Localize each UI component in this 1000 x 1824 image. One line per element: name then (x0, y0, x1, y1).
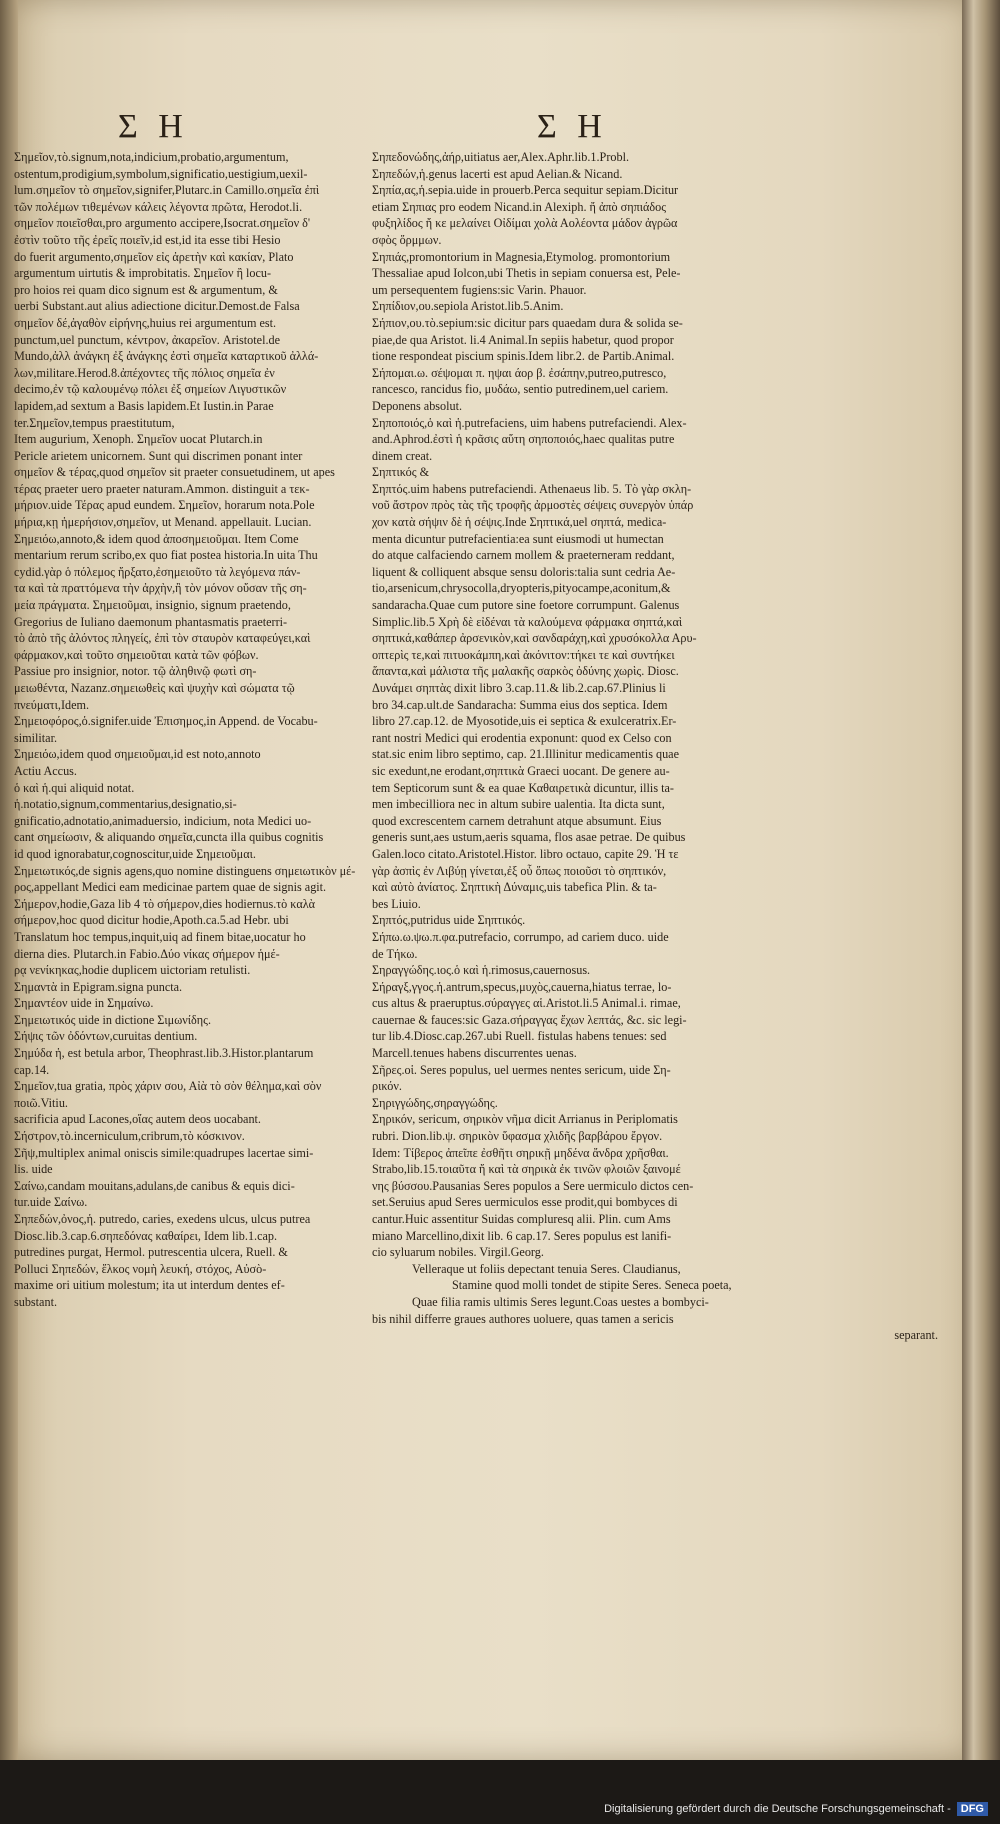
text-line: σηπτικά,καθάπερ ἀρσενικὸν,καὶ σανδαράχη,καὶ χρυσόκολλα Αρυ- (372, 631, 697, 646)
text-line: cant σημείωσιν, & aliquando σημεῖα,cuncta illa quibus cognitis (14, 830, 324, 845)
text-line: μήρια,κῃ ἡμερήσιον,σημεῖον, ut Menand. appellauit. Lucian. (14, 515, 312, 530)
text-line: Passiue pro insignior, notor. τῷ ἀληθινῷ φωτὶ ση- (14, 664, 257, 679)
text-line: Σηριγγώδης,σηραγγώδης. (372, 1095, 498, 1110)
text-line: τὸ ἀπὸ τῆς ἀλόντος πληγείς, ἐπὶ τὸν σταυρὸν καταφεύγει,καὶ (14, 631, 311, 646)
text-line: μειωθέντα, Nazanz.σημειωθεὶς καὶ ψυχὴν καὶ σώματα τῷ (14, 681, 295, 695)
text-line: cauernae & fauces:sic Gaza.σήραγγας ἔχων λεπτάς, &c. sic legi- (372, 1012, 687, 1027)
text-line: cap.14. (14, 1062, 50, 1077)
text-line: γὰρ ἀσπὶς ἐν Λιβύῃ γίνεται,ἐξ οὗ ὅπως ποιοῦσι τὸ σηπτικόν, (372, 863, 667, 878)
text-line: Σηρικόν, sericum, σηρικὸν νῆμα dicit Arrianus in Periplomatis (372, 1112, 678, 1127)
text-line: do fuerit argumento,σημεῖον εἰς ἀρετὴν καὶ κακίαν, Plato (14, 249, 294, 264)
verse-line: Velleraque ut foliis depectant tenuia Seres. Claudianus, (412, 1261, 681, 1276)
text-line: Actiu Accus. (14, 763, 77, 778)
text-line: Σηποποιός,ὁ καὶ ἡ.putrefaciens, uim habens putrefaciendi. Alex- (372, 415, 687, 430)
text-line: putredines purgat, Hermol. putrescentia ulcera, Ruell. & (14, 1245, 288, 1260)
digitization-credit (604, 1802, 988, 1816)
text-line: Σαίνω,candam mouitans,adulans,de canibus & equis dici- (14, 1178, 295, 1193)
text-line: substant. (14, 1294, 57, 1309)
text-line: ἡ.notatio,signum,commentarius,designatio,si- (14, 797, 237, 812)
text-line: Δυνάμει σηπτὰς dixit libro 3.cap.11.& lib.2.cap.67.Plinius li (372, 681, 666, 695)
text-line: de Τήκω. (372, 946, 418, 961)
text-line: Σημαντέον uide in Σημαίνω. (14, 996, 154, 1011)
text-line: Σημειόω,idem quod σημειοῦμαι,id est noto,annoto (14, 747, 261, 762)
text-line: λων,militare.Herod.8.ἀπέχοντες τῆς πόλιος σημεῖα ἐν (14, 365, 275, 380)
text-line: οπτερὶς τε,καὶ πιτυοκάμπη,καὶ ἀκόνιτον:τήκει τε καὶ συντήκει (372, 647, 675, 662)
running-head-left: Σ Η (118, 108, 189, 145)
text-line: tione respondeat piscium spinis.Idem libr.2. de Partib.Animal. (372, 349, 675, 364)
text-line: generis sunt,aes ustum,aeris squama, flos asae petrae. De quibus (372, 830, 686, 845)
text-line: τέρας praeter uero praeter naturam.Ammon. distinguit a τεκ- (14, 481, 310, 496)
text-line: dierna dies. Plutarch.in Fabio.Δύο νίκας σήμερον ἡμέ- (14, 946, 280, 961)
text-line: Σηπτικός & (372, 465, 430, 480)
left-column (14, 150, 359, 1312)
text-line: miano Marcellino,dixit lib. 6 cap.17. Seres populus est lanifi- (372, 1228, 672, 1243)
text-line: Σηπεδών,ἡ.genus lacerti est apud Aelian.& Nicand. (372, 166, 623, 181)
text-line: maxime ori uitium molestum; ita ut interdum dentes ef- (14, 1278, 285, 1293)
text-line: lis. uide (14, 1162, 53, 1177)
text-line: Σηπία,ας,ἡ.sepia.uide in prouerb.Perca sequitur sepiam.Dicitur (372, 183, 679, 198)
text-line: mentarium rerum scribo,ex quo fiat postea historia.In uita Thu (14, 548, 318, 563)
text-line: Σῆρες.οἱ. Seres populus, uel uermes nentes sericum, uide Ση- (372, 1062, 671, 1077)
text-line: Σήστρον,τὸ.incerniculum,cribrum,τὸ κόσκινον. (14, 1129, 245, 1144)
text-line: men imbecilliora nec in altum subire ualentia. Ita dicta sunt, (372, 797, 665, 812)
text-line: Σημεῖον,τὸ.signum,nota,indicium,probatio,argumentum, (14, 150, 289, 164)
text-line: rant nostri Medici qui erodentia exponunt: quod ex Celso con (372, 730, 672, 745)
text-line: νοῦ ἄστρον πρὸς τὰς τῆς τροφῆς ἀρμοστὲς σέψεις συνεργὸν ὑπάρ (372, 498, 694, 513)
text-line: decimo,ἐν τῷ καλουμένῳ πόλει ἐξ σημείων Λιγυστικῶν (14, 382, 287, 397)
verse-line: Quae filia ramis ultimis Seres legunt.Coas uestes a bombyci- (412, 1294, 709, 1309)
text-line: Σημεῖον,tua gratia, πρὸς χάριν σου, Αἰὰ τὸ σὸν θέλημα,καὶ σὸν (14, 1079, 322, 1094)
text-line: tur.uide Σαίνω. (14, 1195, 88, 1210)
text-line: Idem: Τίβερος ἀπεῖπε ἐσθῆτι σηρικῇ μηδένα ἄνδρα χρῆσθαι. (372, 1145, 669, 1160)
text-line: punctum,uel punctum, κέντρον, ἀκαρεῖον. Aristotel.de (14, 332, 281, 347)
text-line: Translatum hoc tempus,inquit,uiq ad finem bitae,uocatur ho (14, 929, 306, 944)
text-line: φάρμακον,καὶ τοῦτο σημειοῦται κατὰ τῶν φόβων. (14, 647, 259, 662)
text-line: etiam Σηπιας pro eodem Nicand.in Alexiph. ἤ ἀπὸ σηπιάδος (372, 199, 667, 214)
text-line: τα καὶ τὰ πραττόμενα τὴν ἀρχὴν,ἢ τὸν μόνον οὔσαν τῆς ση- (14, 581, 307, 596)
book-edge (962, 0, 1000, 1760)
text-line: πνεύματι,Idem. (14, 697, 90, 712)
text-line: Σήπομαι.ω. σέψομαι π. ηψαι άορ β. ἐσάπην,putreo,putresco, (372, 365, 667, 380)
text-line: Strabo,lib.15.τοιαῦτα ἤ καὶ τὰ σηρικὰ ἐκ τινῶν φλοιῶν ξαινομέ (372, 1162, 681, 1177)
text-line: tio,arsenicum,chrysocolla,dryopteris,pityocampe,aconitum,& (372, 581, 671, 596)
text-line: Σήμερον,hodie,Gaza lib 4 τὸ σήμερον,dies hodiernus.τὸ καλὰ (14, 896, 316, 911)
text-line: dinem creat. (372, 448, 433, 463)
text-line: cantur.Huic assentitur Suidas compluresq alii. Plin. cum Ams (372, 1212, 671, 1226)
text-line: Σήπιον,ου.τὸ.sepium:sic dicitur pars quaedam dura & solida se- (372, 315, 683, 330)
text-line: stat.sic enim libro septimo, cap. 21.Illinitur medicamentis quae (372, 747, 679, 762)
text-line: tur lib.4.Diosc.cap.267.ubi Ruell. fistulas habens tenues: sed (372, 1029, 667, 1044)
text-line: Σῆψ,multiplex animal oniscis simile:quadrupes lacertae simi- (14, 1145, 314, 1160)
text-line: τῶν πολέμων τιθεμένων κάλεις λέγοντα πρῶτα, Herodot.li. (14, 199, 303, 214)
text-line: μήριον.uide Τέρας apud eundem. Σημεῖον, horarum nota.Pole (14, 498, 315, 513)
text-line: tem Septicorum sunt & ea quae Καθαιρετικὰ dicuntur, illis ta- (372, 780, 674, 795)
text-line: Σημύδα ἡ, est betula arbor, Theophrast.lib.3.Histor.plantarum (14, 1046, 314, 1061)
text-line: ἐστὶν τοῦτο τῆς ἐρεῖς ποιεῖν,id est,id ita esse tibi Hesio (14, 232, 281, 247)
text-line: Σήπω.ω.ψω.π.φα.putrefacio, corrumpo, ad cariem duco. uide (372, 929, 669, 944)
text-line: ρᾳ νενίκηκας,hodie duplicem uictoriam retulisti. (14, 963, 251, 978)
text-line: σήμερον,hoc quod dicitur hodie,Apoth.ca.5.ad Hebr. ubi (14, 913, 289, 928)
text-line: argumentum uirtutis & improbitatis. Σημεῖον ἢ locu- (14, 266, 272, 281)
bottom-bar (0, 1760, 1000, 1824)
credit-text: Digitalisierung gefördert durch die Deutsche Forschungsgemeinschaft - (604, 1803, 951, 1815)
text-line: Σηπεδονώδης,ἀήρ,uitiatus aer,Alex.Aphr.lib.1.Probl. (372, 150, 630, 164)
text-line: Item augurium, Xenoph. Σημεῖον uocat Plutarch.in (14, 432, 263, 447)
text-line: menta dicuntur putrefacientia:ea sunt eiusmodi ut humectan (372, 531, 664, 546)
text-line: lapidem,ad sextum a Basis lapidem.Et Iustin.in Parae (14, 398, 274, 413)
verse-line: bis nihil differre graues authores uoluere, quas tamen a sericis (372, 1311, 674, 1326)
right-column (372, 150, 938, 1345)
text-line: Σημειωτικός uide in dictione Σιμωνίδης. (14, 1012, 212, 1027)
text-line: ρικόν. (372, 1079, 402, 1094)
text-line: Σημαντὰ in Epigram.signa puncta. (14, 979, 183, 994)
text-line: cydid.γὰρ ὁ πόλεμος ἤρξατο,ἐσημειοῦτο τὰ λεγόμενα πάν- (14, 564, 301, 579)
text-line: μεία πράγματα. Σημειοῦμαι, insignio, signum praetendo, (14, 598, 291, 613)
text-line: liquent & colliquent absque sensu doloris:talia sunt cedria Ae- (372, 564, 676, 579)
text-line: Σημειοφόρος,ὁ.signifer.uide Ἐπισημος,in Append. de Vocabu- (14, 714, 318, 729)
text-line: lum.σημεῖον τὸ σημεῖον,signifer,Plutarc.in Camillo.σημεῖα ἐπὶ (14, 183, 320, 198)
text-line: uerbi Substant.aut alius adiectione dicitur.Demost.de Falsa (14, 299, 300, 314)
text-line: rubri. Dion.lib.ψ. σηρικὸν ὕφασμα χλιδῆς βαρβάρου ἔργον. (372, 1129, 663, 1144)
text-line: set.Seruius apud Seres uermiculos esse prodit,qui bombyces di (372, 1195, 678, 1210)
text-line: um persequentem fugiens:sic Varin. Phauor. (372, 282, 587, 297)
text-line: Diosc.lib.3.cap.6.σηπεδόνας καθαίρει, Idem lib.1.cap. (14, 1228, 278, 1243)
text-line: Polluci Σηπεδών, ἕλκος νομὴ λευκή, στόχος, Αὐσὸ- (14, 1261, 267, 1276)
text-line: Σηπτός,putridus uide Σηπτικός. (372, 913, 526, 928)
text-line: σημεῖον & τέρας,quod σημεῖον sit praeter consuetudinem, ut apes (14, 465, 335, 480)
text-line: νης βύσσου.Pausanias Seres populos a Sere uermiculo dictos cen- (372, 1178, 694, 1193)
text-line: similitar. (14, 730, 57, 745)
text-line: cio syluarum nobiles. Virgil.Georg. (372, 1245, 544, 1260)
text-line: Σήραγξ,γγος.ἡ.antrum,specus,μυχὸς,cauerna,hiatus terrae, lo- (372, 979, 672, 994)
text-line: φυξηλίδος ἤ κε μελαίνει Οἰδίμαι χολὰ Αολέοντα μάδον ἀγρῶα (372, 216, 678, 231)
text-line: sic exedunt,ne erodant,σηπτικὰ Graeci uocant. De genere au- (372, 763, 670, 778)
text-line: bes Liuio. (372, 896, 421, 911)
text-line: Σηπτός.uim habens putrefaciendi. Athenaeus lib. 5. Τὸ γὰρ σκλη- (372, 481, 692, 496)
text-line: ὁ καὶ ἡ.qui aliquid notat. (14, 780, 135, 795)
text-line: Marcell.tenues habens discurrentes uenas. (372, 1046, 577, 1061)
text-line: Σηπίδιον,ου.sepiola Aristot.lib.5.Anim. (372, 299, 564, 314)
dfg-logo: DFG (957, 1802, 988, 1816)
text-line: sacrificia apud Lacones,οἵας autem deos uocabant. (14, 1112, 261, 1127)
text-line: Σηπεδών,ὀνος,ἡ. putredo, caries, exedens ulcus, ulcus putrea (14, 1212, 311, 1226)
text-line: Σηραγγώδης.ιος.ὁ καὶ ἡ.rimosus,cauernosus. (372, 963, 591, 978)
text-line: Gregorius de Iuliano daemonum phantasmatis praeterri- (14, 614, 288, 629)
text-line: quod excrescentem carnem detrahunt atque absumunt. Eius (372, 813, 662, 828)
text-line: Σηπιάς,promontorium in Magnesia,Etymolog. promontorium (372, 249, 671, 264)
text-line: id quod ignorabatur,cognoscitur,uide Σημειοῦμαι. (14, 846, 256, 861)
text-line: Galen.loco citato.Aristotel.Histor. libro octauo, capite 29. Ἡ τε (372, 846, 679, 861)
text-line: ter.Σημεῖον,tempus praestitutum, (14, 415, 175, 430)
text-line: Pericle arietem unicornem. Sunt qui discrimen ponant inter (14, 448, 303, 463)
text-line: bro 34.cap.ult.de Sandaracha: Summa eius dos septica. Idem (372, 697, 668, 712)
text-line: libro 27.cap.12. de Myosotide,uis ei septica & exulceratrix.Er- (372, 714, 677, 729)
text-line: σημεῖον ποιεῖσθαι,pro argumento accipere,Isocrat.σημεῖον δ' (14, 216, 311, 231)
text-line: gnificatio,adnotatio,animaduersio, indicium, nota Medici uo- (14, 813, 312, 828)
text-line: ostentum,prodigium,symbolum,significatio,uestigium,uexil- (14, 166, 308, 181)
text-line: σφὸς ὅρμμων. (372, 232, 442, 247)
text-line: Deponens absolut. (372, 398, 463, 413)
running-head-right: Σ Η (537, 108, 608, 145)
text-line: pro hoios rei quam dico signum est & argumentum, & (14, 282, 278, 297)
text-line: Mundo,ἀλλ ἀνάγκη ἐξ ἀνάγκης ἐστὶ σημεῖα καταρτικοῦ ἀλλά- (14, 349, 319, 364)
verse-line: Stamine quod molli tondet de stipite Seres. Seneca poeta, (452, 1278, 732, 1293)
text-line: piae,de qua Aristot. li.4 Animal.In sepiis habetur, quod propor (372, 332, 674, 347)
text-line: do atque calfaciendo carnem mollem & praeterneram reddant, (372, 548, 675, 563)
text-line: Σημειόω,annoto,& idem quod ἀποσημειοῦμαι. Item Come (14, 531, 299, 546)
text-line: ρος,appellant Medici eam medicinae partem quae de signis agit. (14, 880, 327, 895)
text-line: and.Aphrod.ἐστὶ ἡ κρᾶσις αὕτη σηποποιός,haec qualitas putre (372, 432, 675, 447)
text-line: ποιῶ.Vitiu. (14, 1095, 68, 1110)
text-line: Σήψις τῶν ὀδόντων,curuitas dentium. (14, 1029, 198, 1044)
text-line: ἅπαντα,καὶ μάλιστα τῆς μαλακῆς σαρκὸς ὀδύνης χωρὶς. Diosc. (372, 664, 679, 679)
text-line: Thessaliae apud Iolcon,ubi Thetis in sepiam conuersa est, Pele- (372, 266, 681, 281)
text-line: καὶ αὐτὸ ἀνίατος. Σηπτικὴ Δύναμις,uis tabefica Plin. & ta- (372, 880, 657, 895)
text-line: cus altus & praeruptus.σύραγγες αἱ.Aristot.li.5 Animal.i. rimae, (372, 996, 681, 1011)
text-line: σημεῖον δέ,ἀγαθὸν εἰρήνης,huius rei argumentum est. (14, 315, 277, 330)
text-line: sandaracha.Quae cum putore sine foetore corrumpunt. Galenus (372, 598, 680, 613)
text-line: Σημειωτικός,de signis agens,quo nomine distinguens σημειωτικὸν μέ- (14, 863, 356, 878)
text-line: Simplic.lib.5 Χρὴ δὲ εἰδέναι τὰ καλούμενα φάρμακα σηπτά,καὶ (372, 614, 683, 629)
text-line: rancesco, rancidus fio, μυδάω, sentio putredinem,uel cariem. (372, 382, 669, 397)
catchword: separant. (894, 1328, 938, 1343)
text-line: χον κατὰ σήψιν δὲ ἡ σέψις.Inde Σηπτικά,uel σηπτά, medica- (372, 515, 667, 530)
